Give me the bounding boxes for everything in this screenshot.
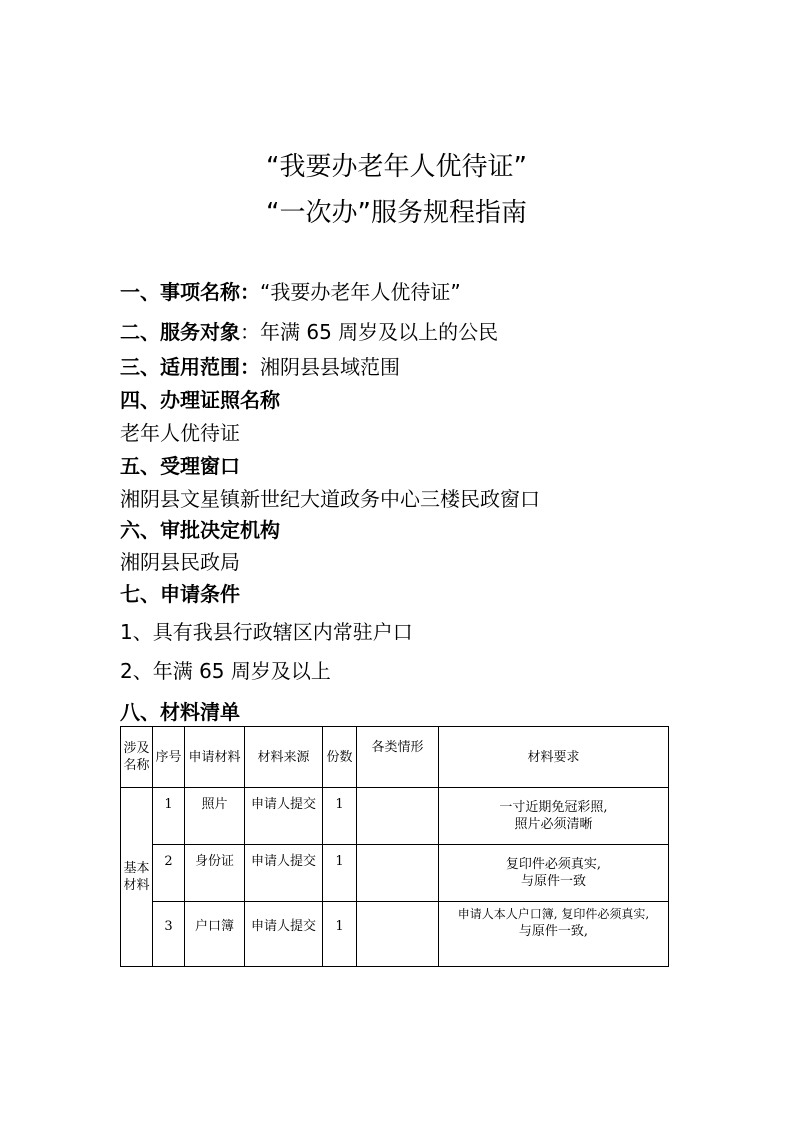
service-target-line [120, 318, 498, 346]
materials-label: 八、材料清单 [120, 700, 240, 724]
requirement-line: 一寸近期免冠彩照, [499, 800, 608, 815]
table-row [121, 902, 669, 967]
item-name-line [120, 278, 461, 306]
condition-2: 2、年满 65 周岁及以上 [120, 659, 331, 683]
header-situations: 各类情形 [357, 727, 439, 788]
materials-table [120, 726, 669, 967]
header-scope-line-2: 名称 [123, 758, 150, 773]
license-value: 老年人优待证 [120, 421, 240, 445]
row-situation [357, 845, 439, 902]
row-material: 户口簿 [185, 902, 245, 967]
scope-value: 湘阴县县域范围 [260, 355, 400, 379]
group-label-line-2: 材料 [123, 878, 150, 893]
header-material: 申请材料 [185, 727, 245, 788]
authority-label: 六、审批决定机构 [120, 518, 280, 542]
table-row [121, 845, 669, 902]
item-name-value: “我要办老年人优待证” [260, 280, 461, 304]
row-requirement [439, 788, 669, 845]
window-value: 湘阴县文星镇新世纪大道政务中心三楼民政窗口 [120, 487, 540, 511]
header-copies: 份数 [323, 727, 357, 788]
header-seq: 序号 [153, 727, 185, 788]
row-source: 申请人提交 [245, 902, 323, 967]
table-row [121, 788, 669, 845]
scope-line [120, 353, 400, 381]
window-label: 五、受理窗口 [120, 454, 240, 478]
row-material: 身份证 [185, 845, 245, 902]
requirement-line: 与原件一致, [518, 924, 589, 939]
row-seq: 2 [153, 845, 185, 902]
row-situation [357, 788, 439, 845]
group-label-cell [121, 788, 153, 967]
requirement-line: 照片必须清晰 [514, 817, 593, 832]
header-source: 材料来源 [245, 727, 323, 788]
row-situation [357, 902, 439, 967]
scope-label: 三、适用范围： [120, 355, 260, 379]
conditions-label: 七、申请条件 [120, 582, 240, 606]
header-scope [121, 727, 153, 788]
license-label: 四、办理证照名称 [120, 388, 280, 412]
authority-value: 湘阴县民政局 [120, 550, 240, 574]
title-line-1: “我要办老年人优待证” [266, 152, 527, 182]
group-label-line-1: 基本 [123, 861, 150, 876]
requirement-line: 与原件一致 [520, 874, 586, 889]
header-scope-line-1: 涉及 [123, 741, 150, 756]
service-target-label: 二、服务对象 [120, 320, 240, 344]
row-requirement [439, 902, 669, 967]
item-name-label: 一、事项名称： [120, 280, 260, 304]
row-material: 照片 [185, 788, 245, 845]
row-copies: 1 [323, 788, 357, 845]
row-seq: 3 [153, 902, 185, 967]
row-requirement [439, 845, 669, 902]
row-seq: 1 [153, 788, 185, 845]
table-header-row [121, 727, 669, 788]
requirement-line: 复印件必须真实, [505, 857, 602, 872]
service-target-value: ：年满 65 周岁及以上的公民 [240, 320, 499, 344]
row-source: 申请人提交 [245, 845, 323, 902]
row-copies: 1 [323, 845, 357, 902]
row-source: 申请人提交 [245, 788, 323, 845]
title-line-2: “一次办”服务规程指南 [266, 198, 527, 228]
header-requirements: 材料要求 [439, 727, 669, 788]
condition-1: 1、具有我县行政辖区内常驻户口 [120, 620, 413, 644]
requirement-line: 申请人本人户口簿, 复印件必须真实, [457, 907, 650, 921]
row-copies: 1 [323, 902, 357, 967]
